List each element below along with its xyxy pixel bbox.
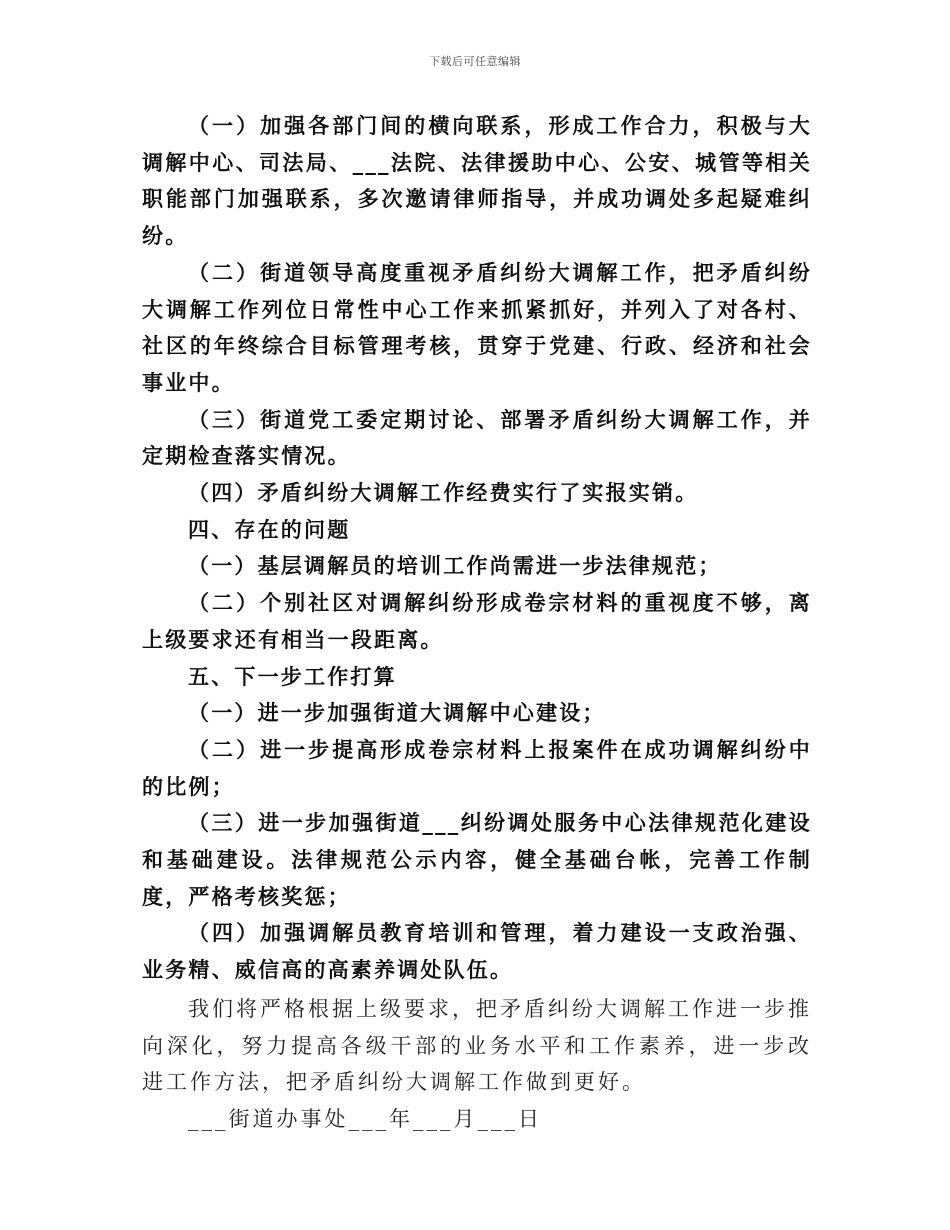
paragraph-plan-team: （四）加强调解员教育培训和管理，着力建设一支政治强、业务精、威信高的高素养调处队伍。 <box>142 920 812 983</box>
page-header: 下载后可任意编辑 <box>429 55 521 68</box>
closing-paragraph: 我们将严格根据上级要求，把矛盾纠纷大调解工作进一步推向深化，努力提高各级干部的业务水平和工作素养，进一步改进工作方法，把矛盾纠纷大调解工作做到更好。 <box>142 996 812 1095</box>
signature-line: ___街道办事处___年___月___日 <box>188 1106 542 1131</box>
paragraph-plan-standardization: （三）进一步加强街道___纠纷调处服务中心法律规范化建设和基础建设。法律规范公示内容，健全基础台帐，完善工作制度，严格考核奖惩； <box>142 810 812 909</box>
paragraph-cooperation: （一）加强各部门间的横向联系，形成工作合力，积极与大调解中心、司法局、___法院、法律援助中心、公安、城管等相关职能部门加强联系，多次邀请律师指导，并成功调处多起疑难纠纷。 <box>142 113 812 249</box>
paragraph-plan-center: （一）进一步加强街道大调解中心建设； <box>188 700 606 726</box>
paragraph-party-committee: （三）街道党工委定期讨论、部署矛盾纠纷大调解工作，并定期检查落实情况。 <box>142 406 812 469</box>
section-heading-problems: 四、存在的问题 <box>188 516 351 542</box>
section-heading-next-steps: 五、下一步工作打算 <box>188 663 397 689</box>
paragraph-leadership: （二）街道领导高度重视矛盾纠纷大调解工作，把矛盾纠纷大调解工作列位日常性中心工作来抓紧抓好，并列入了对各村、社区的年终综合目标管理考核，贯穿于党建、行政、经济和社会事业中。 <box>142 259 812 395</box>
paragraph-plan-ratio: （二）进一步提高形成卷宗材料上报案件在成功调解纠纷中的比例； <box>142 736 812 799</box>
paragraph-funding: （四）矛盾纠纷大调解工作经费实行了实报实销。 <box>188 480 699 506</box>
paragraph-problem-training: （一）基层调解员的培训工作尚需进一步法律规范； <box>188 553 722 579</box>
document-body <box>142 108 812 1138</box>
paragraph-problem-records: （二）个别社区对调解纠纷形成卷宗材料的重视度不够，离上级要求还有相当一段距离。 <box>142 590 812 652</box>
